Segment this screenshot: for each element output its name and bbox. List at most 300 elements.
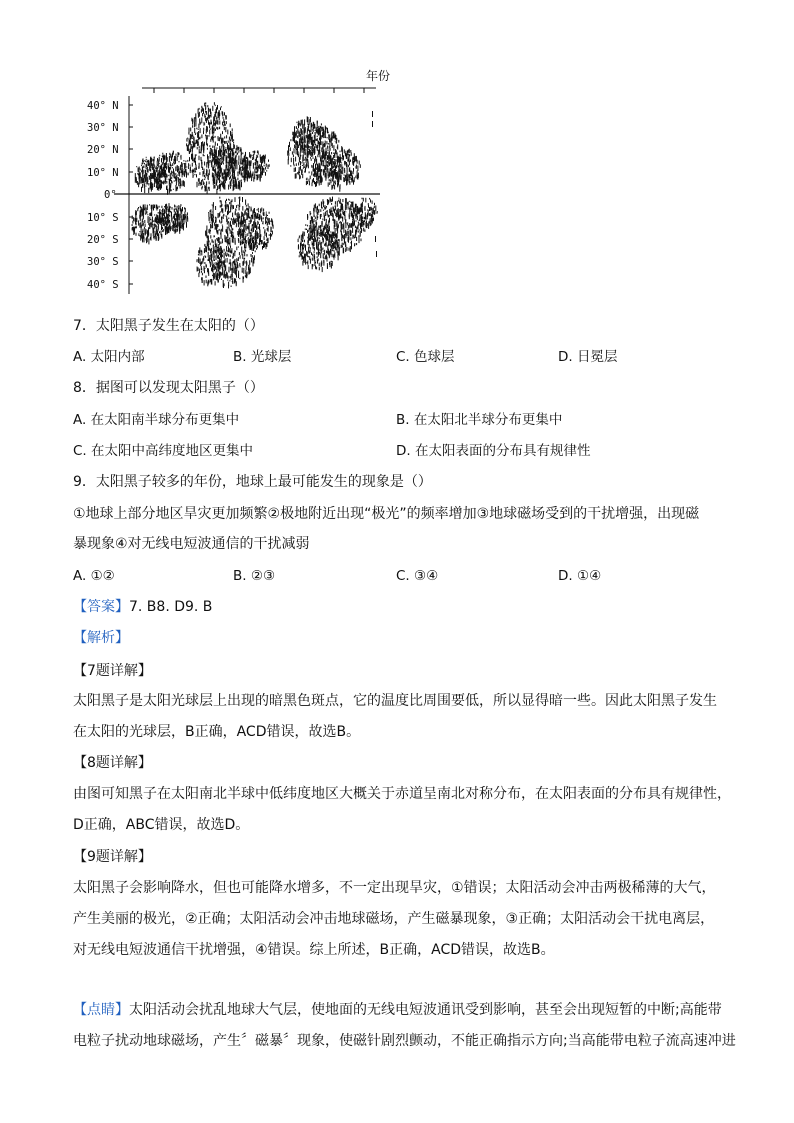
sunspot-mark [319,233,320,235]
sunspot-mark [216,255,217,260]
sunspot-mark [159,206,160,208]
sunspot-mark [307,144,308,146]
sunspot-mark [229,211,230,213]
sunspot-mark [155,224,156,227]
sunspot-mark [245,173,246,179]
sunspot-mark [187,212,188,215]
sunspot-mark [257,161,258,166]
sunspot-mark [240,242,241,245]
sunspot-mark [223,146,224,151]
sunspot-mark [322,160,323,166]
sunspot-mark [204,245,205,246]
sunspot-mark [246,212,247,215]
sunspot-mark [257,169,258,173]
sunspot-mark [240,255,241,259]
sunspot-mark [159,157,160,161]
sunspot-mark [220,264,221,267]
sunspot-mark [307,152,308,156]
sunspot-mark [154,205,155,209]
sunspot-mark [346,162,347,167]
sunspot-mark [214,114,215,116]
sunspot-mark [207,241,208,246]
sunspot-mark [213,276,214,280]
sunspot-mark [219,137,220,141]
sunspot-mark [204,179,205,180]
sunspot-mark [146,157,147,158]
sunspot-mark [162,211,163,212]
sunspot-mark [320,139,321,143]
sunspot-mark [140,179,141,184]
sunspot-mark [218,260,219,265]
sunspot-mark [196,165,197,170]
sunspot-mark [151,222,152,227]
sunspot-mark [194,174,195,175]
sunspot-mark [222,114,223,116]
sunspot-mark [299,131,300,136]
sunspot-mark [143,234,144,235]
sunspot-mark [335,181,336,184]
sunspot-mark [251,246,252,249]
sunspot-mark [321,214,322,215]
sunspot-mark [139,215,140,219]
sunspot-mark [307,147,308,150]
sunspot-mark [164,166,165,170]
sunspot-mark [226,121,227,124]
sunspot-mark [355,226,356,229]
sunspot-mark [246,261,247,267]
sunspot-mark [221,183,222,185]
sunspot-mark [307,138,308,139]
sunspot-mark [162,153,163,155]
sunspot-mark [371,223,372,225]
sunspot-mark [172,163,173,166]
sunspot-mark [294,164,295,166]
sunspot-mark [262,223,263,224]
sunspot-mark [139,231,140,232]
sunspot-mark [326,229,327,234]
sunspot-mark [249,260,250,265]
sunspot-mark [208,122,209,125]
sunspot-mark [197,147,198,150]
sunspot-mark [344,149,345,153]
sunspot-mark [309,134,310,138]
sunspot-mark [197,132,198,138]
sunspot-mark [334,254,335,257]
sunspot-mark [311,165,312,168]
sunspot-mark [244,156,245,161]
sunspot-mark [229,223,230,228]
sunspot-mark [234,219,235,224]
sunspot-mark [170,183,171,186]
sunspot-mark [359,207,360,212]
sunspot-mark [140,206,141,208]
sunspot-mark [345,248,346,252]
sunspot-mark [334,169,335,174]
sunspot-mark [270,233,271,237]
sunspot-mark [266,221,267,223]
sunspot-mark [355,215,356,217]
sunspot-mark [307,165,308,166]
sunspot-mark [172,172,173,174]
sunspot-mark [307,135,308,138]
sunspot-mark [348,235,349,240]
sunspot-mark [174,209,175,211]
sunspot-mark [307,214,308,220]
sunspot-mark [152,219,153,225]
sunspot-mark [260,157,261,158]
sunspot-mark [313,229,314,232]
sunspot-mark [217,256,218,259]
sunspot-mark [323,156,324,158]
sunspot-mark [220,134,221,140]
sunspot-mark [314,141,315,145]
sunspot-mark [193,173,194,178]
sunspot-mark [288,145,289,150]
sunspot-mark [251,207,252,212]
sunspot-mark [223,119,224,123]
sunspot-mark [329,151,330,154]
sunspot-mark [166,158,167,161]
sunspot-mark [339,247,340,249]
sunspot-mark [240,149,241,151]
sunspot-mark [177,223,178,228]
sunspot-mark [228,254,229,257]
sunspot-mark [351,152,352,156]
sunspot-mark [331,199,332,202]
sunspot-mark [238,172,239,177]
sunspot-mark [132,216,133,220]
sunspot-mark [137,181,138,185]
sunspot-mark [218,213,219,218]
sunspot-mark [343,223,344,228]
sunspot-mark [301,239,302,240]
sunspot-mark [256,175,257,176]
sunspot-mark [210,128,211,130]
sunspot-mark [370,207,371,211]
sunspot-mark [207,148,208,150]
sunspot-mark [305,245,306,251]
sunspot-mark [211,149,212,152]
sunspot-mark [204,271,205,273]
sunspot-mark [306,163,307,165]
sunspot-mark [319,152,320,157]
sunspot-mark [262,171,263,176]
sunspot-mark [336,142,337,143]
sunspot-mark [228,218,229,220]
lat-label-20n: 20° N [87,144,119,156]
sunspot-mark [233,142,234,144]
sunspot-mark [206,129,207,134]
sunspot-mark [348,206,349,209]
sunspot-mark [201,149,202,154]
sunspot-mark [252,215,253,219]
sunspot-mark [341,231,342,236]
sunspot-mark [310,247,311,249]
sunspot-mark [257,209,258,210]
sunspot-mark [252,174,253,178]
sunspot-mark [265,167,266,170]
sunspot-mark [206,246,207,252]
sunspot-mark [369,221,370,223]
sunspot-mark [344,238,345,243]
sunspot-mark [200,182,201,184]
sunspot-mark [352,214,353,218]
sunspot-mark [174,180,175,181]
sunspot-mark [212,146,213,148]
sunspot-mark [201,109,202,113]
sunspot-mark [204,250,205,253]
sunspot-mark [324,145,325,147]
sunspot-mark [305,129,306,133]
sunspot-mark [230,230,231,234]
sunspot-mark [140,222,141,225]
sunspot-mark [346,153,347,156]
sunspot-mark [312,241,313,245]
sunspot-mark [333,232,334,238]
sunspot-mark [139,223,140,228]
sunspot-mark [166,212,167,214]
sunspot-mark [189,151,190,154]
sunspot-mark [220,158,221,159]
sunspot-mark [354,243,355,246]
sunspot-mark [222,251,223,253]
sunspot-mark [293,154,294,157]
sunspot-mark [141,235,142,239]
sunspot-mark [342,199,343,202]
sunspot-mark [288,149,289,153]
sunspot-mark [232,199,233,202]
sunspot-mark [182,207,183,211]
sunspot-mark [314,219,315,222]
sunspot-mark [365,215,366,221]
sunspot-mark [161,231,162,236]
sunspot-mark [225,252,226,256]
sunspot-mark [328,182,329,186]
sunspot-mark [147,231,148,236]
sunspot-mark [233,168,234,173]
sunspot-mark [162,169,163,175]
sunspot-mark [339,216,340,219]
sunspot-mark [311,226,312,229]
sunspot-mark [159,155,160,156]
q7-option-a: A. 太阳内部 [73,349,145,365]
sunspot-mark [221,253,222,259]
sunspot-mark [317,238,318,242]
sunspot-mark [318,133,319,135]
sunspot-mark [220,200,221,202]
sunspot-mark [320,225,321,229]
sunspot-mark [340,154,341,158]
sunspot-mark [215,281,216,285]
sunspot-mark [159,169,160,171]
sunspot-mark [325,255,326,259]
sunspot-mark [305,254,306,260]
sunspot-mark [314,260,315,266]
sunspot-mark [180,171,181,173]
sunspot-mark [314,181,315,184]
sunspot-mark [342,171,343,175]
sunspot-mark [347,177,348,181]
sunspot-mark [330,262,331,268]
sunspot-mark [242,241,243,244]
sunspot-mark [313,168,314,171]
sunspot-mark [322,127,323,131]
sunspot-mark [328,134,329,135]
sunspot-mark [154,179,155,183]
sunspot-mark [192,163,193,167]
sunspot-mark [322,147,323,150]
sunspot-mark [304,240,305,243]
sunspot-mark [353,211,354,214]
sunspot-mark [350,237,351,240]
sunspot-mark [349,215,350,220]
sunspot-mark [162,182,163,184]
sunspot-mark [183,217,184,221]
sunspot-mark [195,134,196,136]
sunspot-mark [256,237,257,243]
sunspot-mark [203,154,204,156]
sunspot-mark [230,172,231,173]
sunspot-mark [246,275,247,278]
sunspot-mark [294,148,295,153]
sunspot-mark [224,264,225,267]
sunspot-mark [343,155,344,159]
sunspot-mark [159,175,160,178]
sunspot-mark [326,141,327,144]
sunspot-mark [320,126,321,128]
sunspot-mark [243,171,244,175]
sunspot-mark [219,162,220,163]
sunspot-mark [152,186,153,190]
sunspot-mark [208,268,209,273]
sunspot-mark [310,117,311,122]
answer-tag: 【答案】 [73,599,129,615]
sunspot-mark [161,180,162,182]
sunspot-mark [147,214,148,215]
sunspot-mark [222,131,223,134]
sunspot-mark [331,185,332,190]
sunspot-mark [321,229,322,231]
sunspot-mark [336,249,337,251]
sunspot-mark [304,124,305,128]
sunspot-mark [337,159,338,163]
sunspot-mark [310,230,311,234]
sunspot-mark [192,153,193,156]
sunspot-mark [349,159,350,160]
sunspot-mark [227,219,228,225]
sunspot-mark [329,256,330,259]
sunspot-mark [237,265,238,269]
sunspot-mark [328,251,329,256]
sunspot-mark [151,163,152,166]
sunspot-mark [245,200,246,205]
sunspot-mark [326,206,327,208]
sunspot-mark [192,150,193,152]
sunspot-mark [263,214,264,216]
sunspot-mark [315,203,316,208]
sunspot-mark [325,126,326,131]
sunspot-mark [341,164,342,169]
sunspot-mark [229,202,230,204]
sunspot-mark [250,220,251,224]
sunspot-mark [209,222,210,224]
sunspot-mark [202,141,203,143]
sunspot-mark [143,223,144,224]
sunspot-mark [327,199,328,201]
sunspot-mark [149,217,150,222]
sunspot-mark [209,135,210,137]
sunspot-butterfly-figure [80,66,390,298]
sunspot-mark [231,274,232,280]
sunspot-mark [220,242,221,245]
sunspot-mark [249,217,250,219]
sunspot-mark [333,250,334,251]
sunspot-mark [159,185,160,188]
sunspot-mark [234,280,235,282]
q9-stem: 9．太阳黑子较多的年份，地球上最可能发生的现象是（） [73,474,432,490]
sunspot-mark [192,138,193,139]
sunspot-mark [319,240,320,245]
sunspot-mark [147,167,148,169]
sunspot-mark [156,177,157,179]
sunspot-mark [312,264,313,269]
sunspot-mark [357,216,358,220]
sunspot-mark [348,150,349,153]
sunspot-mark [172,174,173,176]
sunspot-mark [318,166,319,169]
sunspot-mark [164,214,165,217]
sunspot-mark [347,202,348,204]
sunspot-mark [348,231,349,235]
sunspot-mark [331,203,332,205]
sunspot-mark [228,246,229,250]
sunspot-mark [309,228,310,230]
sunspot-mark [239,165,240,170]
sunspot-mark [219,178,220,183]
sunspot-mark [136,226,137,228]
sunspot-mark [333,136,334,138]
sunspot-mark [371,220,372,222]
sunspot-mark [136,166,137,167]
sunspot-mark [218,150,219,154]
sunspot-mark [369,198,370,200]
sunspot-mark [262,162,263,164]
sunspot-mark [214,149,215,154]
sunspot-mark [249,152,250,157]
sunspot-mark [154,169,155,172]
sunspot-mark [322,237,323,241]
sunspot-mark [217,247,218,248]
sunspot-mark [331,207,332,211]
sunspot-mark [206,173,207,176]
sunspot-mark [200,128,201,133]
sunspot-mark [232,228,233,230]
sunspot-mark [215,142,216,146]
sunspot-mark [321,262,322,267]
sunspot-mark [338,253,339,256]
sunspot-mark [178,205,179,209]
sunspot-mark [353,168,354,172]
sunspot-mark [213,205,214,211]
sunspot-mark [361,239,362,242]
sunspot-mark [304,127,305,132]
sunspot-mark [175,167,176,172]
sunspot-mark [247,233,248,236]
sunspot-mark [159,231,160,233]
sunspot-mark [178,174,179,176]
sunspot-mark [235,221,236,224]
sunspot-mark [375,206,376,212]
